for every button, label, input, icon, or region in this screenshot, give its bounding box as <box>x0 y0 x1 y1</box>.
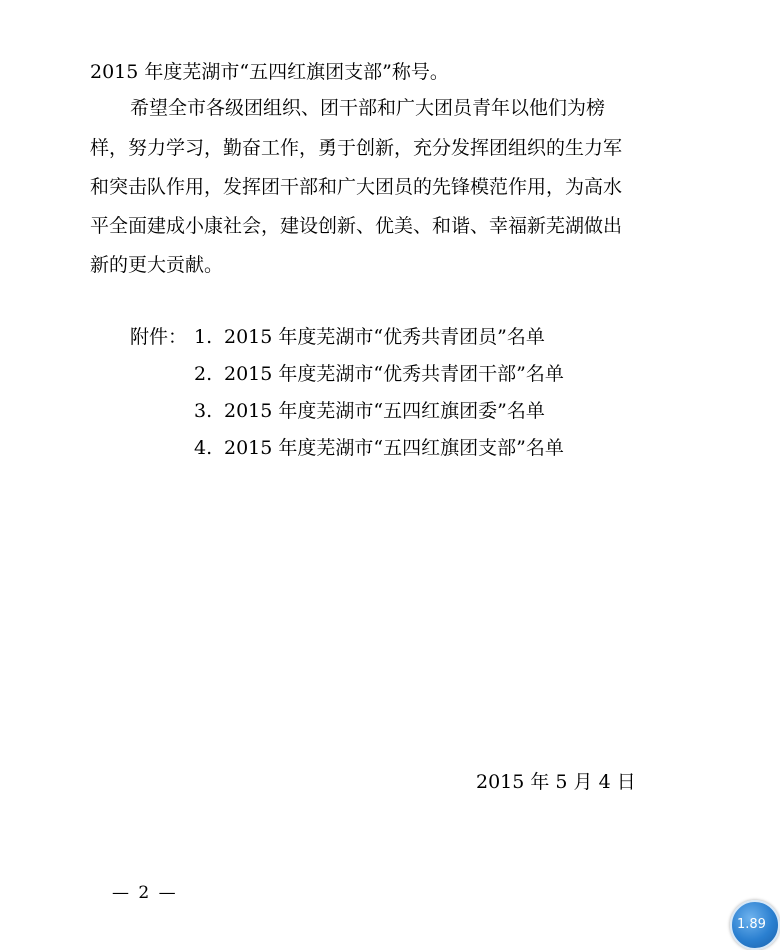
attachment-title: 2015 年度芜湖市“五四红旗团委”名单 <box>224 400 545 422</box>
attachment-item <box>194 399 545 423</box>
attachment-number: 1. <box>194 326 213 348</box>
paragraph-line-5: 平全面建成小康社会，建设创新、优美、和谐、幸福新芜湖做出 <box>90 215 623 237</box>
paragraph-line-3: 样，努力学习，勤奋工作，勇于创新，充分发挥团组织的生力军 <box>90 137 623 159</box>
attachments-label: 附件： <box>130 326 188 348</box>
paragraph-line-6: 新的更大贡献。 <box>90 254 224 276</box>
attachment-number: 4. <box>194 437 213 459</box>
attachment-number: 2. <box>194 363 213 385</box>
zoom-level-badge[interactable]: 1.89 <box>730 900 780 950</box>
attachment-item <box>194 362 564 386</box>
attachment-number: 3. <box>194 400 213 422</box>
attachment-item <box>194 325 545 349</box>
attachment-title: 2015 年度芜湖市“五四红旗团支部”名单 <box>224 437 564 459</box>
document-date: 2015 年 5 月 4 日 <box>476 771 636 793</box>
attachment-title: 2015 年度芜湖市“优秀共青团员”名单 <box>224 326 545 348</box>
attachment-title: 2015 年度芜湖市“优秀共青团干部”名单 <box>224 363 564 385</box>
paragraph-line-1: 2015 年度芜湖市“五四红旗团支部”称号。 <box>90 61 449 83</box>
attachment-item <box>194 436 564 460</box>
page-number: — 2 — <box>112 883 178 903</box>
paragraph-line-4: 和突击队作用，发挥团干部和广大团员的先锋模范作用，为高水 <box>90 176 623 198</box>
paragraph-line-2: 希望全市各级团组织、团干部和广大团员青年以他们为榜 <box>130 97 606 119</box>
